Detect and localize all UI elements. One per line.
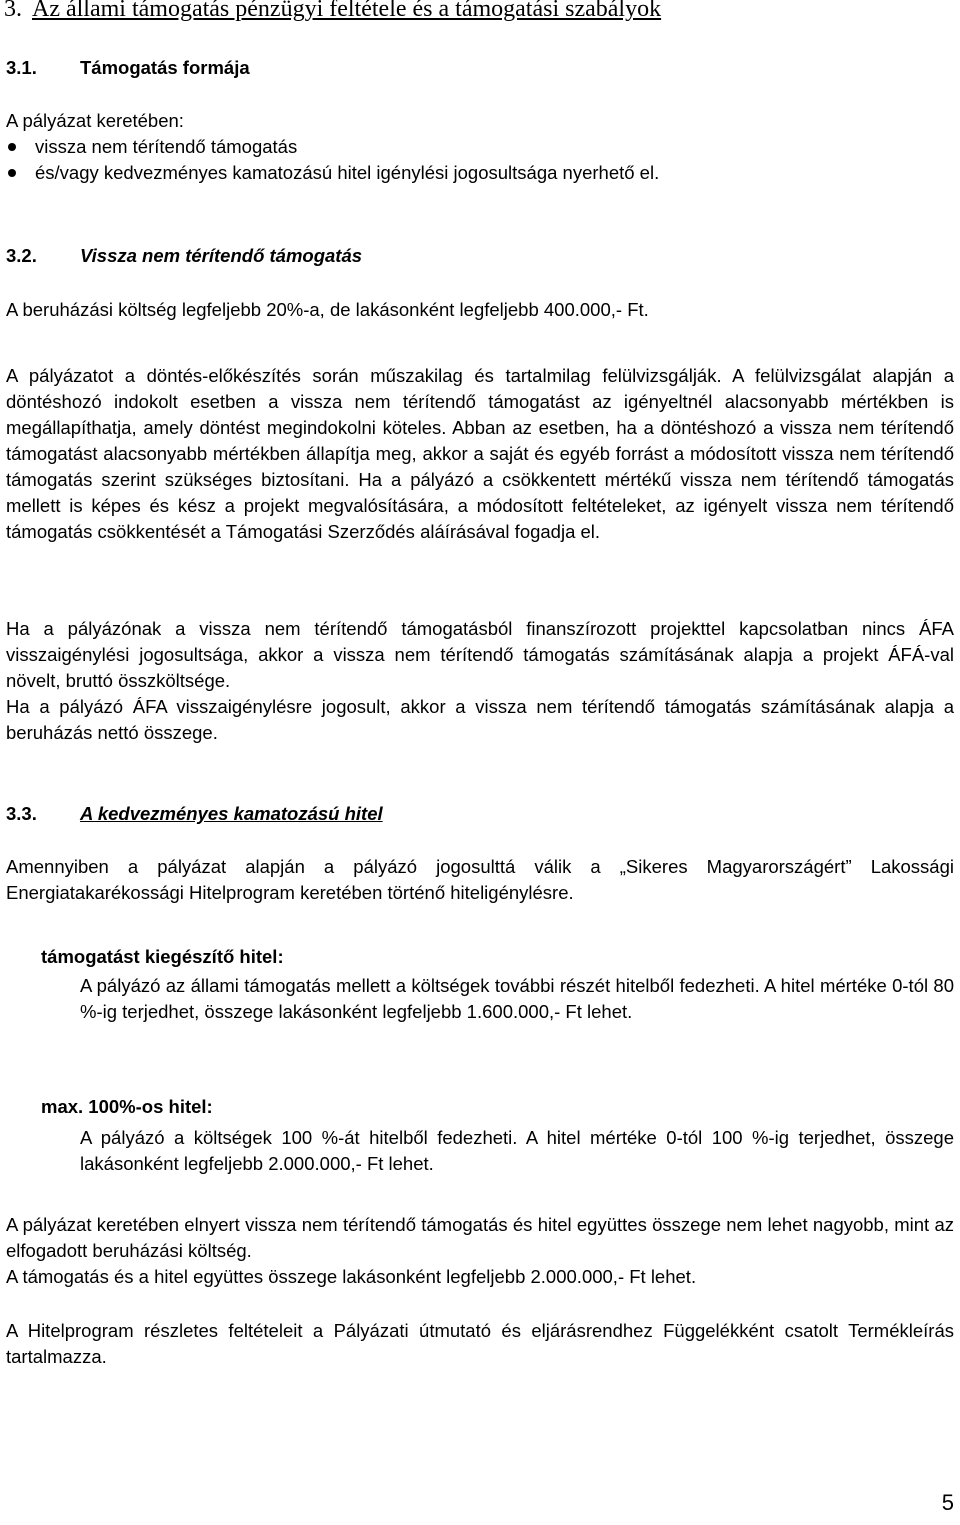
chapter-number: 3. xyxy=(4,0,22,22)
section-title: A kedvezményes kamatozású hitel xyxy=(80,803,383,824)
list-item: vissza nem térítendő támogatás xyxy=(0,134,659,160)
full-loan-text: A pályázó a költségek 100 %-át hitelből fedezheti. A hitel mértéke 0-tól 100 %-ig terjedhet, összege lakásonként legfeljebb 2.000.000,- Ft lehet. xyxy=(80,1127,954,1174)
chapter-title: Az állami támogatás pénzügyi feltétele és a támogatási szabályok xyxy=(32,0,662,22)
section-number: 3.1. xyxy=(6,57,37,78)
section-3-2-paragraph-4: Ha a pályázó ÁFA visszaigénylésre jogosult, akkor a vissza nem térítendő támogatás számításának alapja a beruházás nettó összege. xyxy=(6,696,954,743)
section-3-2-heading xyxy=(6,243,362,269)
section-3-2-paragraph-3: Ha a pályázónak a vissza nem térítendő támogatásból finanszírozott projekttel kapcsolatban nincs ÁFA visszaigénylési jogosultsága, akkor a vissza nem térítendő támogatás számításának alapja a projekt ÁFÁ-val növelt, bruttó összköltsége. xyxy=(6,618,954,691)
section-3-3-paragraph-2: A pályázat keretében elnyert vissza nem térítendő támogatás és hitel együttes összege nem lehet nagyobb, mint az elfogadott beruházási költség. xyxy=(6,1214,954,1261)
supplementary-loan-text: A pályázó az állami támogatás mellett a költségek további részét hitelből fedezheti. A hitel mértéke 0-tól 80 %-ig terjedhet, összege lakásonként legfeljebb 1.600.000,- Ft lehet. xyxy=(80,975,954,1022)
section-3-3-paragraph-1: Amennyiben a pályázat alapján a pályázó jogosulttá válik a „Sikeres Magyarországért” Lakossági Energiatakarékossági Hitelprogram keretében történő hiteligénylésre. xyxy=(6,856,954,903)
section-title: Vissza nem térítendő támogatás xyxy=(80,245,363,266)
section-3-3-heading xyxy=(6,801,383,827)
list-item: és/vagy kedvezményes kamatozású hitel igénylési jogosultsága nyerhető el. xyxy=(0,160,659,186)
full-loan-heading: max. 100%-os hitel: xyxy=(41,1096,213,1117)
chapter-heading xyxy=(4,0,661,24)
section-3-1-intro: A pályázat keretében: xyxy=(6,110,184,131)
section-3-1-heading xyxy=(6,55,250,81)
section-3-2-paragraph-1: A beruházási költség legfeljebb 20%-a, de lakásonként legfeljebb 400.000,- Ft. xyxy=(6,299,649,320)
bullet-icon xyxy=(8,169,16,177)
section-3-3-paragraph-3: A támogatás és a hitel együttes összege lakásonként legfeljebb 2.000.000,- Ft lehet. xyxy=(6,1266,697,1287)
section-number: 3.3. xyxy=(6,803,37,824)
section-3-2-paragraph-2: A pályázatot a döntés-előkészítés során műszakilag és tartalmilag felülvizsgálják. A felülvizsgálat alapján a döntéshozó indokolt esetben a vissza nem térítendő támogatást az igényeltnél alacsonyabb mértékben is megállapíthatja, amely döntést megindokolni köteles. Abban az esetben, ha a döntéshozó a vissza nem térítendő támogatást alacsonyabb mértékben állapítja meg, akkor a saját és egyéb forrást a módosított vissza nem térítendő támogatás szerint szükséges biztosítani. Ha a pályázó a csökkentett mértékű vissza nem térítendő támogatás mellett is képes és kész a projekt megvalósítására, a módosított feltételeket, az igényelt vissza nem térítendő támogatás csökkentését a Támogatási Szerződés aláírásával fogadja el. xyxy=(6,365,954,542)
section-3-3-paragraph-4: A Hitelprogram részletes feltételeit a Pályázati útmutató és eljárásrendhez Függelékként csatolt Termékleírás tartalmazza. xyxy=(6,1320,954,1367)
section-title: Támogatás formája xyxy=(80,57,250,78)
support-form-list xyxy=(0,134,659,186)
supplementary-loan-heading: támogatást kiegészítő hitel: xyxy=(41,946,284,967)
section-number: 3.2. xyxy=(6,245,37,266)
bullet-icon xyxy=(8,143,16,151)
page-number: 5 xyxy=(941,1490,954,1515)
